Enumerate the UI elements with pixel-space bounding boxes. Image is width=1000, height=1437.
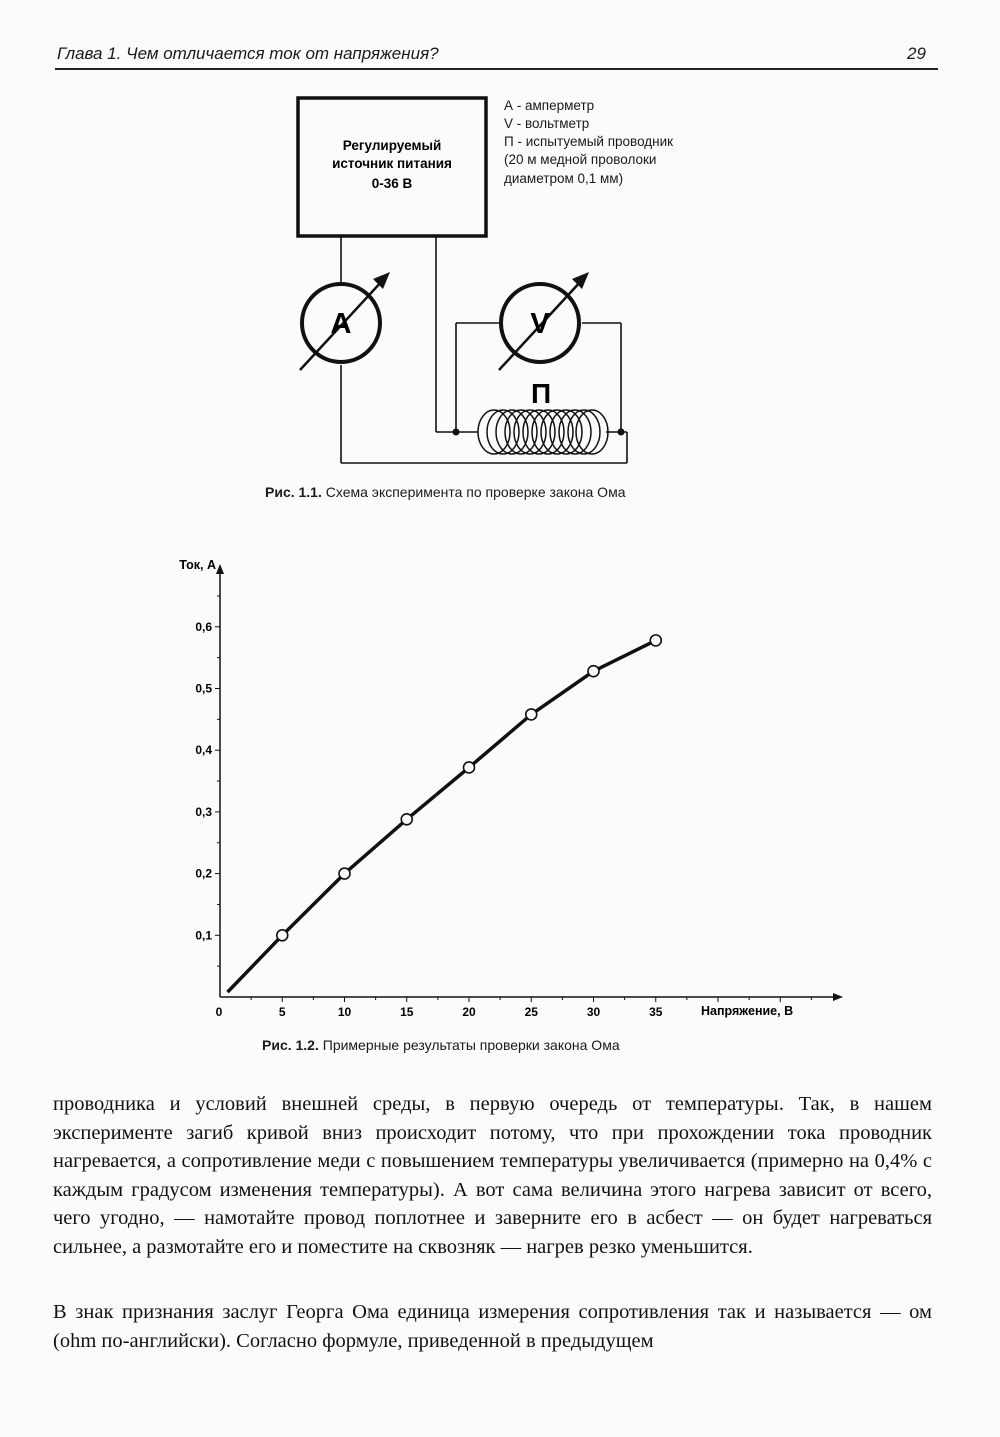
x-tick-label: 5 (278, 1005, 286, 1019)
power-supply-label-line3: 0-36 В (371, 176, 413, 191)
y-axis-arrow (216, 564, 224, 574)
figure1-caption (265, 484, 625, 500)
x-axis-label: Напряжение, В (701, 1004, 794, 1018)
header-rule (55, 68, 938, 70)
y-tick-label: 0,5 (195, 681, 212, 696)
data-point (588, 666, 599, 677)
ohm-law-chart (150, 550, 850, 1030)
x-tick-label: 0 (215, 1005, 223, 1019)
legend-line: диаметром 0,1 мм) (504, 171, 624, 186)
data-point (650, 635, 661, 646)
legend-line: А - амперметр (504, 98, 595, 113)
data-point (401, 814, 412, 825)
ammeter-symbol (300, 272, 390, 370)
legend-line: (20 м медной проволоки (504, 152, 657, 167)
body-paragraph-1: проводника и условий внешней среды, в первую очередь от температуры. Так, в нашем эксперименте загиб кривой вниз происходит потому, что при прохождении тока проводник нагревается, а сопротивление меди с повышением температуры увеличивается (примерно на 0,4% с каждым градусом изменения температуры). А вот сама величина этого нагрева зависит от всего, чего угодно, — намотайте провод поплотнее и заверните его в асбест — он будет нагреваться сильнее, а размотайте его и поместите на сквозняк — нагрев резко уменьшится. (53, 1093, 932, 1258)
voltmeter-label: V (530, 308, 550, 340)
power-supply-label-line1: Регулируемый (342, 138, 442, 153)
ammeter-label: A (330, 308, 352, 340)
data-curve (228, 640, 656, 992)
circuit-legend (504, 98, 673, 186)
x-tick-label: 10 (337, 1005, 352, 1019)
y-tick-label: 0,1 (195, 928, 212, 943)
legend-line: V - вольтметр (504, 116, 590, 131)
figure2-caption-text: Примерные результаты проверки закона Ома (318, 1037, 620, 1053)
body-paragraph-2: В знак признания заслуг Георга Ома единица измерения сопротивления так и называется — ом (ohm по-английски). Согласно формуле, приведенной в предыдущем (53, 1301, 932, 1352)
page-number: 29 (907, 44, 926, 63)
junction-dot (453, 429, 460, 436)
legend-line: П - испытуемый проводник (504, 134, 674, 149)
figure1-caption-text: Схема эксперимента по проверке закона Ома (321, 484, 626, 500)
figure1-caption-number: Рис. 1.1. (265, 484, 322, 500)
junction-dot (618, 429, 625, 436)
x-tick-label: 25 (524, 1005, 538, 1019)
conductor-label: П (530, 378, 552, 409)
figure2-caption (262, 1037, 620, 1053)
x-tick-label: 15 (400, 1005, 414, 1019)
y-tick-label: 0,6 (195, 619, 212, 634)
data-point (526, 709, 537, 720)
y-tick-label: 0,4 (195, 743, 212, 758)
power-supply-label-line2: источник питания (332, 156, 452, 171)
x-axis-arrow (833, 993, 843, 1001)
x-tick-label: 30 (586, 1005, 601, 1019)
y-axis-label: Ток, А (179, 558, 216, 572)
y-tick-label: 0,3 (195, 804, 212, 819)
y-tick-label: 0,2 (195, 866, 212, 881)
figure2-caption-number: Рис. 1.2. (262, 1037, 319, 1053)
conductor-coil (478, 410, 608, 454)
data-point (339, 868, 350, 879)
circuit-wires (341, 236, 627, 463)
data-point (277, 930, 288, 941)
x-tick-label: 20 (462, 1005, 476, 1019)
data-point (464, 762, 475, 773)
circuit-diagram (0, 80, 1000, 480)
voltmeter-symbol (499, 272, 589, 370)
chapter-header-title: Глава 1. Чем отличается ток от напряжения? (57, 44, 439, 63)
x-tick-label: 35 (649, 1005, 663, 1019)
